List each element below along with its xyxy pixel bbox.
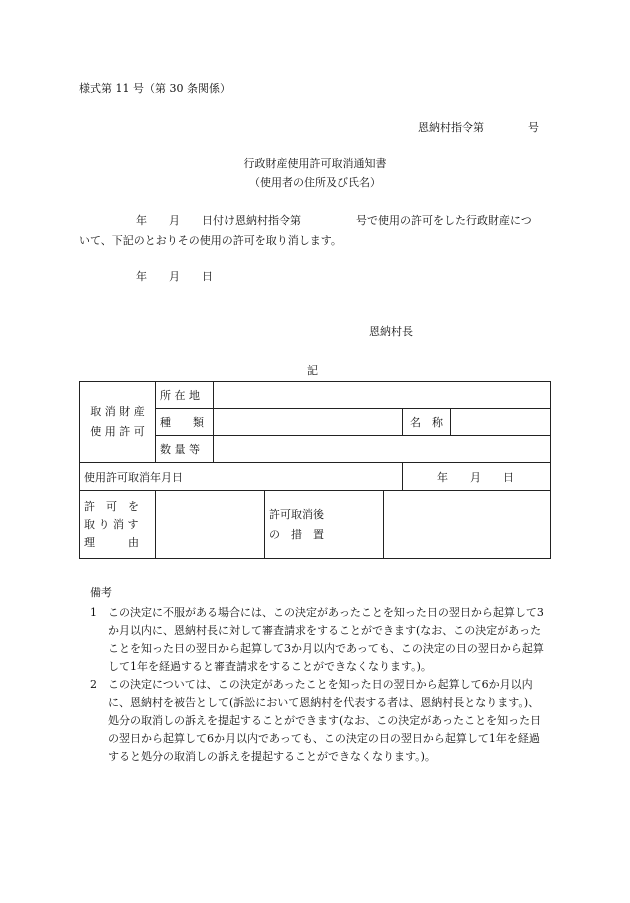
reason-label-line2: 取 り 消 す [84, 517, 139, 531]
notes-section [90, 584, 550, 766]
reason-label-line3: 理 由 [84, 535, 139, 549]
doc-number: 恩納村指令第 号 [418, 121, 539, 134]
document-title: 行政財産使用許可取消通知書 [243, 157, 387, 170]
note-item [90, 676, 550, 766]
kind-label: 種 類 [156, 409, 214, 436]
after-measure-value [384, 491, 551, 559]
document-subtitle: （使用者の住所及び氏名） [249, 176, 381, 189]
body-line-1: 年 月 日付け恩納村指令第 号で使用の許可をした行政財産につ [136, 214, 532, 227]
issue-date: 年 月 日 [136, 270, 213, 283]
after-measure-label [265, 491, 384, 559]
note-item [90, 604, 550, 676]
details-table [79, 381, 551, 559]
quantity-value [214, 436, 551, 463]
note-text: この決定に不服がある場合には、この決定があったことを知った日の翌日から起算して3か月以内に、恩納村長に対して審査請求をすることができます(なお、この決定があったことを知った日の翌日から起算して3か月以内であっても、この決定の日の翌日から起算して1年を経過すると審査請求をすることができなくなります。)。 [108, 606, 544, 673]
cancel-date-label: 使用許可取消年月日 [80, 463, 403, 491]
ki-heading: 記 [307, 364, 318, 377]
note-text: この決定については、この決定があったことを知った日の翌日から起算して6か月以内に、恩納村を被告として(訴訟において恩納村を代表する者は、恩納村長となります。)、処分の取消しの訴えを提起することができます(なお、この決定があったことを知った日の翌日から起算して6か月以内であっても、この決定の日の翌日から起算して1年を経過すると処分の取消しの訴えを提起することができなくなります。)。 [108, 678, 542, 763]
note-number: 2 [90, 678, 97, 691]
issuer-name: 恩納村長 [369, 325, 413, 338]
body-line-2: いて、下記のとおりその使用の許可を取り消します。 [79, 234, 342, 247]
cancel-property-label [80, 382, 156, 463]
cancel-date-value: 年 月 日 [403, 463, 551, 491]
reason-label [80, 491, 156, 559]
reason-value [156, 491, 265, 559]
cancel-property-label-line2: 使 用 許 可 [90, 425, 145, 438]
note-number: 1 [90, 606, 97, 619]
location-label: 所 在 地 [156, 382, 214, 409]
after-measure-label-line2: の 措 置 [269, 527, 324, 541]
after-measure-label-line1: 許可取消後 [269, 507, 324, 521]
location-value [214, 382, 551, 409]
form-number: 様式第 11 号（第 30 条関係） [79, 82, 231, 95]
cancel-property-label-line1: 取 消 財 産 [90, 405, 145, 418]
kind-value [214, 409, 403, 436]
quantity-label: 数 量 等 [156, 436, 214, 463]
reason-label-line1: 許 可 を [84, 499, 139, 513]
name-value [451, 409, 551, 436]
name-label: 名 称 [403, 409, 451, 436]
notes-heading: 備考 [90, 586, 112, 599]
